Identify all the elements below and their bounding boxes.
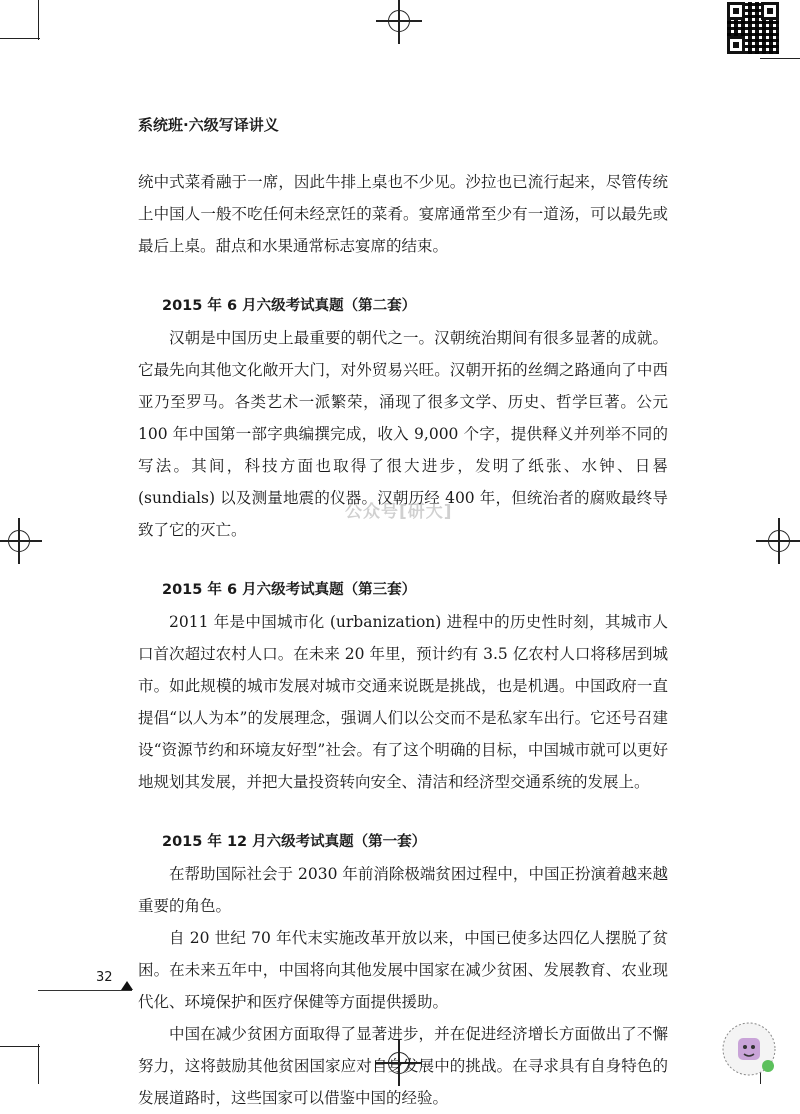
crosshair-icon xyxy=(384,6,414,36)
cartoon-sticker-icon xyxy=(718,1020,780,1078)
section-title: 2015 年 6 月六级考试真题（第三套） xyxy=(162,582,417,598)
section-paragraph: 在帮助国际社会于 2030 年前消除极端贫困过程中，中国正扮演着越来越重要的角色。 xyxy=(138,865,668,915)
crop-mark xyxy=(760,58,800,59)
footer-rule xyxy=(38,990,132,991)
section-paragraph: 自 20 世纪 70 年代末实施改革开放以来，中国已使多达四亿人摆脱了贫困。在未来五年中，中国将向其他发展中国家在减少贫困、发展教育、农业现代化、环境保护和医疗保健等方面提供援助。 xyxy=(138,929,668,1011)
crosshair-icon xyxy=(4,526,34,556)
crop-mark xyxy=(38,1044,39,1084)
document-body xyxy=(138,166,668,1114)
crop-mark xyxy=(0,1046,40,1047)
qr-code-icon xyxy=(727,2,779,54)
section-title: 2015 年 12 月六级考试真题（第一套） xyxy=(162,834,427,850)
section-paragraph: 2011 年是中国城市化 (urbanization) 进程中的历史性时刻，其城市人口首次超过农村人口。在未来 20 年里，预计约有 3.5 亿农村人口将移居到城市。如此规模的城市发展对城市交通来说既是挑战，也是机遇。中国政府一直提倡“以人为本”的发展理念，强调人们以公交而不是私家车出行。它还号召建设“资源节约和环境友好型”社会。有了这个明确的目标，中国城市就可以更好地规划其发展，并把大量投资转向安全、清洁和经济型交通系统的发展上。 xyxy=(138,613,668,791)
page-number: 32 xyxy=(96,970,113,985)
crop-mark xyxy=(0,38,40,39)
section-paragraph: 中国在减少贫困方面取得了显著进步，并在促进经济增长方面做出了不懈努力，这将鼓励其他贫困国家应对自身发展中的挑战。在寻求具有自身特色的发展道路时，这些国家可以借鉴中国的经验。 xyxy=(138,1025,668,1107)
crop-mark xyxy=(38,0,39,40)
page-header: 系统班·六级写译讲义 xyxy=(138,116,279,134)
intro-paragraph: 统中式菜肴融于一席，因此牛排上桌也不少见。沙拉也已流行起来，尽管传统上中国人一般不吃任何未经烹饪的菜肴。宴席通常至少有一道汤，可以最先或最后上桌。甜点和水果通常标志宴席的结束。 xyxy=(138,173,668,255)
watermark: 公众号[研大] xyxy=(345,502,453,522)
section-paragraph: 汉朝是中国历史上最重要的朝代之一。汉朝统治期间有很多显著的成就。它最先向其他文化敞开大门，对外贸易兴旺。汉朝开拓的丝绸之路通向了中西亚乃至罗马。各类艺术一派繁荣，涌现了很多文学、历史、哲学巨著。公元 100 年中国第一部字典编撰完成，收入 9,000 个字，提供释义并列举不同的写法。其间，科技方面也取得了很大进步，发明了纸张、水钟、日晷 (sundials) 以及测量地震的仪器。汉朝历经 400 年，但统治者的腐败最终导致了它的灭亡。 xyxy=(138,329,668,539)
triangle-icon xyxy=(121,981,133,990)
section-title: 2015 年 6 月六级考试真题（第二套） xyxy=(162,298,417,314)
crosshair-icon xyxy=(764,526,794,556)
